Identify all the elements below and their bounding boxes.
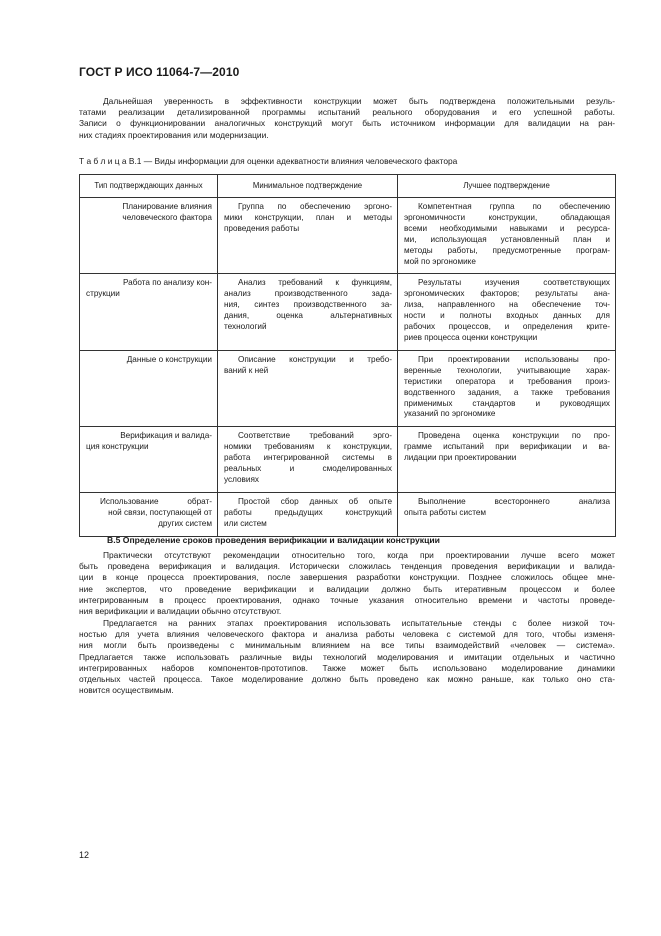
text-line: интегрированных наборов компонентов-прототипов. Также может быть использовано моделирование динамики	[79, 662, 615, 673]
cell-line: дания, оценка альтернативных	[224, 311, 392, 321]
text-line: Практически отсутствуют рекомендации относительно того, когда при проектировании лучше всего может	[103, 550, 615, 560]
cell-line: Работа по анализу кон-	[122, 278, 212, 288]
cell-line: или систем	[224, 518, 267, 528]
cell-line: технологий	[224, 322, 267, 332]
cell-type	[80, 350, 218, 426]
page-title: ГОСТ Р ИСО 11064-7—2010	[79, 65, 240, 79]
cell-line: анализ производственного зада-	[224, 289, 392, 299]
cell-line: эргономических факторов; результаты ана-	[404, 289, 610, 299]
cell-line: номики требованиям к конструкции,	[224, 442, 392, 452]
cell-line: лиза, направленного на обеспечение точ-	[404, 300, 610, 310]
cell-line: Соответствие требований эрго-	[238, 431, 392, 441]
text-line: ния верификации и валидации обычно отсутствуют.	[79, 606, 282, 617]
cell-line: При проектировании использованы про-	[418, 354, 610, 364]
cell-line: грамме испытаний при верификации и ва-	[404, 442, 610, 452]
text-line: татами реализации детализированной программы испытаний реального оборудования и его успешной работы.	[79, 107, 615, 118]
cell-line: применимых стандартов и руководящих	[404, 398, 610, 408]
cell-line: человеческого фактора	[122, 212, 212, 222]
cell-line: Группа по обеспечению эргоно-	[238, 202, 392, 211]
cell-type	[80, 198, 218, 274]
cell-line: Результаты изучения соответствующих	[418, 278, 610, 288]
cell-line: Компетентная группа по обеспечению	[418, 202, 610, 211]
cell-line: лидации при проектировании	[404, 453, 517, 463]
section-heading: В.5 Определение сроков проведения верификации и валидации конструкции	[107, 535, 440, 545]
cell-best	[398, 427, 616, 493]
column-header-best: Лучшее подтверждение	[398, 175, 616, 198]
cell-line: реальных и смоделированных	[224, 464, 392, 474]
cell-best	[398, 350, 616, 426]
text-line: отдельных частей процесса. Такое моделирование должно быть проведено как можно раньше, как только оно ста-	[79, 674, 615, 685]
cell-minimal	[218, 198, 398, 274]
page-number: 12	[79, 850, 90, 860]
table-row	[80, 274, 616, 350]
cell-line: Анализ требований к функциям,	[238, 278, 392, 288]
cell-type	[80, 492, 218, 536]
cell-line: Планирование влияния	[122, 202, 212, 211]
cell-minimal	[218, 492, 398, 536]
cell-line: ваний к ней	[224, 365, 269, 375]
cell-line: струкции	[86, 289, 120, 299]
cell-line: работа интегрированной системы в	[224, 453, 392, 463]
cell-line: риев процесса оценки конструкции	[404, 332, 538, 342]
text-line: новится осуществимым.	[79, 685, 174, 696]
text-line: быть проведена верификация и валидация. Исторически сложилась тенденция проведения верификации и валида-	[79, 561, 615, 572]
cell-line: веренные технологии, учитывающие харак-	[404, 365, 610, 375]
text-line: ции в конце процесса проектирования, после завершения разработки конструкции. Позднее сложилось общее мне-	[79, 572, 615, 583]
cell-minimal	[218, 274, 398, 350]
cell-line: ности и полноты входных данных для	[404, 311, 610, 321]
evidence-table	[79, 174, 616, 537]
column-header-type: Тип подтверждающих данных	[80, 175, 218, 198]
cell-line: теристики оператора и требования произ-	[404, 376, 610, 386]
text-line: Предлагается на ранних этапах проектирования использовать испытательные стенды с более низкой точ-	[103, 618, 615, 628]
text-line: Предлагается также использовать различные виды технологий моделирования и имитации отдельных и частично	[79, 651, 615, 662]
table-caption: Т а б л и ц а В.1 — Виды информации для оценки адекватности влияния человеческого фактора	[79, 156, 458, 166]
cell-line: работы предыдущих конструкций	[224, 507, 392, 517]
cell-line: рабочих процессов, и определения крите-	[404, 322, 610, 332]
text-line: интегрированным в процесс проектирования, однако точные указания относительно времени и частоты проведе-	[79, 594, 615, 605]
cell-minimal	[218, 350, 398, 426]
cell-minimal	[218, 427, 398, 493]
cell-line: всеми необходимыми навыками и ресурса-	[404, 223, 610, 233]
cell-best	[398, 274, 616, 350]
text-line: Записи о функционировании аналогичных конструкций могут быть источником информации для валидации на ран-	[79, 118, 615, 129]
cell-line: мой по эргономике	[404, 256, 476, 266]
cell-line: других систем	[158, 518, 212, 528]
cell-line: Описание конструкции и требо-	[238, 354, 392, 364]
cell-line: Данные о конструкции	[126, 354, 212, 364]
table-header-row	[80, 175, 616, 198]
intro-paragraph	[79, 96, 615, 141]
cell-line: ния, синтез производственного за-	[224, 300, 392, 310]
text-line: ностью для учета влияния человеческого фактора и анализа работы человека с системой для того, чтобы изменя-	[79, 629, 615, 640]
text-line: них стадиях проектирования или модернизации.	[79, 129, 269, 140]
cell-line: эргономичности конструкции, обладающая	[404, 212, 610, 222]
cell-line: Проведена оценка конструкции по про-	[418, 431, 610, 441]
cell-line: ми, использующая установленный план и	[404, 234, 610, 244]
cell-line: Верификация и валида-	[120, 431, 212, 441]
cell-line: водственного задания, а также требования	[404, 387, 610, 397]
cell-type	[80, 427, 218, 493]
body-paragraph	[79, 618, 615, 696]
cell-line: Использование обрат-	[100, 496, 212, 506]
cell-best	[398, 198, 616, 274]
cell-best	[398, 492, 616, 536]
cell-line: опыта работы систем	[404, 507, 487, 517]
table-row	[80, 198, 616, 274]
cell-line: методы работы, предусмотренные програм-	[404, 245, 610, 255]
text-line: Дальнейшая уверенность в эффективности конструкции может быть подтверждена положительными резуль-	[103, 96, 615, 106]
body-paragraph	[79, 550, 615, 617]
cell-line: ной связи, поступающей от	[108, 507, 212, 517]
cell-line: мики конструкции, план и методы	[224, 212, 392, 222]
cell-line: указаний по эргономике	[404, 409, 496, 419]
column-header-minimal: Минимальное подтверждение	[218, 175, 398, 198]
text-line: ния могли быть произведены с минимальным влиянием на все типы взаимодействий «человек — система».	[79, 640, 615, 651]
table-row	[80, 427, 616, 493]
cell-line: проведения работы	[224, 223, 300, 233]
cell-line: Простой сбор данных об опыте	[238, 496, 392, 506]
table-row	[80, 350, 616, 426]
text-line: ние экспертов, что проведение верификации и валидации должно быть итеративным процессом и более	[79, 583, 615, 594]
cell-line: условиях	[224, 474, 259, 484]
table-row	[80, 492, 616, 536]
cell-type	[80, 274, 218, 350]
cell-line: Выполнение всестороннего анализа	[418, 496, 610, 506]
cell-line: ция конструкции	[86, 442, 149, 452]
